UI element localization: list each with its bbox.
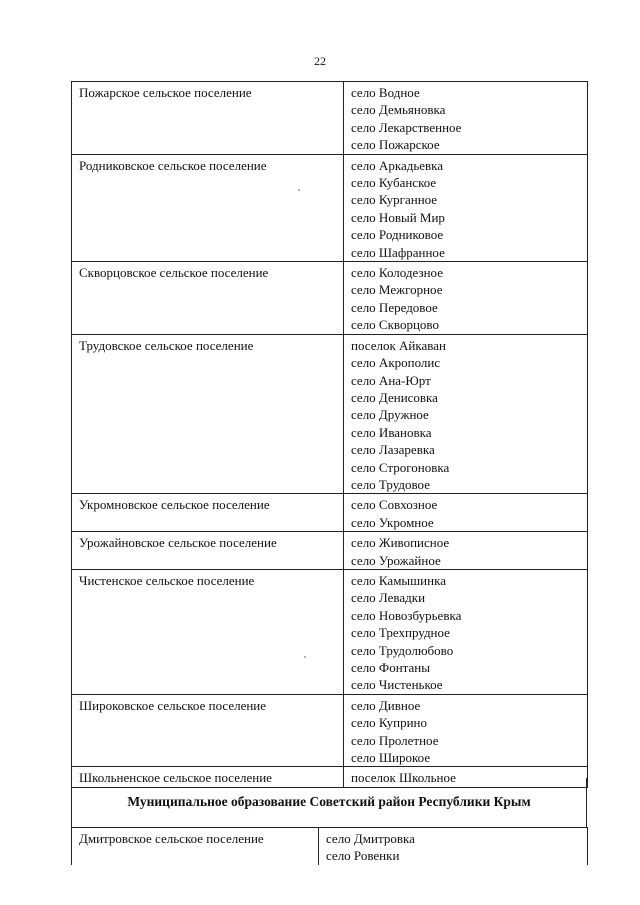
village-name: село Камышинка: [351, 572, 446, 588]
village-name: село Трудовое: [351, 476, 430, 492]
settlement-name: Скворцовское сельское поселение: [72, 262, 344, 335]
village-name: село Колодезное: [351, 265, 443, 281]
page-number: 22: [314, 54, 326, 68]
table-row: [72, 82, 588, 155]
village-name: село Дивное: [351, 697, 421, 713]
table-row: [72, 694, 588, 767]
village-name: село Пролетное: [351, 732, 439, 748]
village-name: село Демьяновка: [351, 102, 446, 118]
village-name: село Скворцово: [351, 317, 439, 333]
village-name: село Широкое: [351, 750, 431, 766]
village-name: село Акрополис: [351, 355, 441, 371]
section-heading: Муниципальное образование Советский район Республики Крым: [127, 794, 531, 809]
village-name: село Строгоновка: [351, 459, 450, 475]
table-row: [72, 154, 588, 261]
settlement-name: Дмитровское сельское поселение: [72, 828, 319, 865]
village-name: село Кубанское: [351, 175, 437, 191]
settlement-name: Урожайновское сельское поселение: [72, 532, 344, 570]
village-name: село Фонтаны: [351, 660, 430, 675]
table-row: [72, 494, 588, 532]
village-name: село Новозбурьевка: [351, 607, 462, 623]
soviet-district-table: [71, 827, 588, 865]
village-name: село Левадки: [351, 590, 426, 606]
village-name: село Чистенькое: [351, 677, 443, 693]
village-name: село Водное: [351, 85, 420, 100]
settlement-name: Школьненское сельское поселение: [72, 767, 344, 787]
settlement-name: Трудовское сельское поселение: [72, 334, 344, 494]
table-row: [72, 532, 588, 570]
village-name: село Укромное: [351, 514, 434, 530]
village-name: село Урожайное: [351, 552, 441, 568]
settlement-name: Укромновское сельское поселение: [72, 494, 344, 532]
villages-cell: [344, 334, 588, 494]
village-name: село Совхозное: [351, 497, 438, 513]
settlement-name: Широковское сельское поселение: [72, 694, 344, 767]
villages-cell: [344, 82, 588, 155]
village-name: село Родниковое: [351, 227, 444, 243]
table-row: [72, 334, 588, 494]
village-name: село Шафранное: [351, 244, 445, 260]
village-name: село Новый Мир: [351, 209, 445, 225]
village-name: село Трудолюбово: [351, 642, 454, 658]
settlements-table: [71, 81, 588, 788]
villages-cell: [344, 154, 588, 261]
village-name: село Передовое: [351, 299, 438, 315]
village-name: село Лекарственное: [351, 119, 462, 135]
villages-cell: [319, 828, 588, 865]
village-name: село Лазаревка: [351, 442, 435, 458]
settlement-name: Чистенское сельское поселение: [72, 569, 344, 694]
soviet-district-table-body: [72, 828, 588, 865]
villages-cell: [344, 694, 588, 767]
settlement-name: Родниковское сельское поселение: [72, 154, 344, 261]
villages-cell: [344, 532, 588, 570]
village-name: село Денисовка: [351, 389, 438, 405]
village-name: село Куприно: [351, 715, 428, 731]
village-name: село Пожарское: [351, 137, 440, 153]
village-name: село Живописное: [351, 535, 450, 551]
settlements-table-body: [72, 82, 588, 788]
village-name: поселок Айкаван: [351, 337, 446, 353]
section-heading-cell: [71, 778, 587, 828]
scan-speck: [298, 189, 300, 191]
village-name: село Дружное: [351, 407, 429, 423]
village-name: село Трехпрудное: [351, 625, 450, 641]
village-name: село Ровенки: [326, 848, 400, 864]
village-name: село Курганное: [351, 192, 438, 208]
village-name: село Дмитровка: [326, 831, 415, 846]
village-name: село Аркадьевка: [351, 157, 444, 173]
village-name: село Ана-Юрт: [351, 372, 431, 388]
village-name: поселок Школьное: [351, 770, 456, 786]
village-name: село Межгорное: [351, 282, 443, 298]
table-row: [72, 569, 588, 694]
villages-cell: [344, 262, 588, 335]
table-row: [72, 262, 588, 335]
scan-speck: [304, 656, 306, 658]
village-name: село Ивановка: [351, 424, 432, 440]
table-row: [72, 828, 588, 865]
villages-cell: [344, 494, 588, 532]
settlement-name: Пожарское сельское поселение: [72, 82, 344, 155]
villages-cell: [344, 569, 588, 694]
